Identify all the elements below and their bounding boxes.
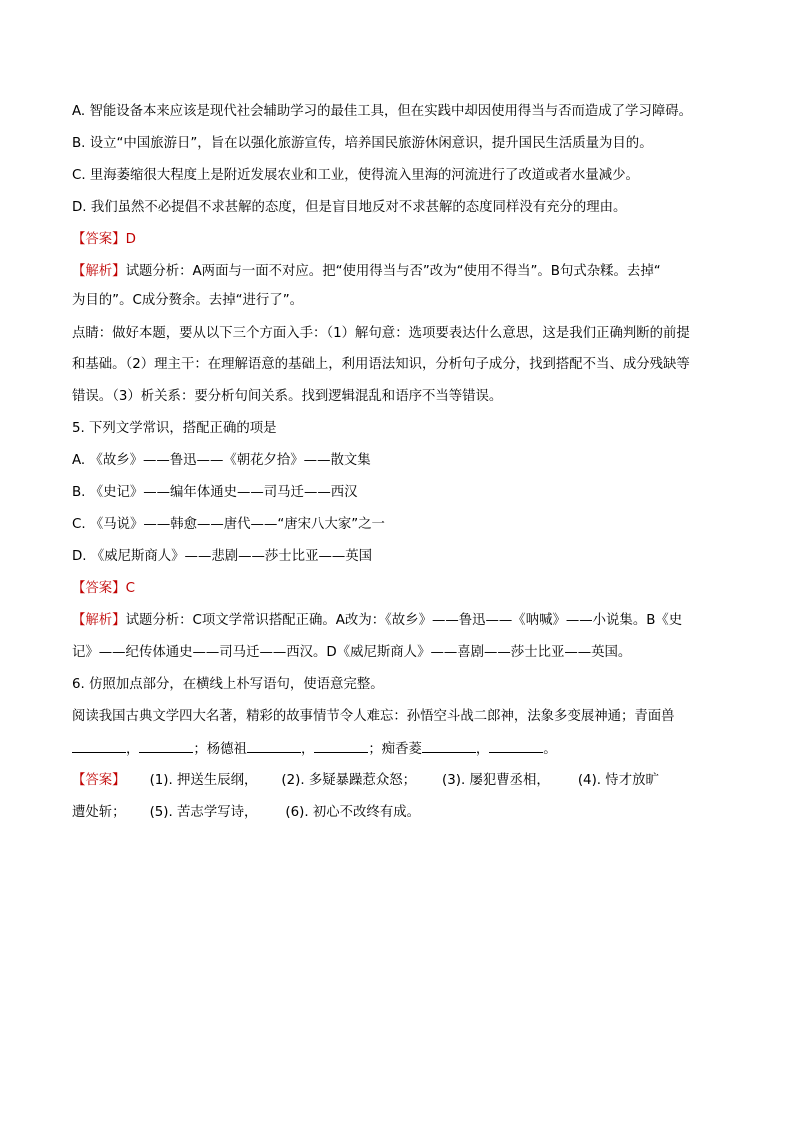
analysis-label: 【解析】 [72,613,126,628]
q4-option-d: D. 我们虽然不必提倡不求甚解的态度，但是盲目地反对不求甚解的态度同样没有充分的理由。 [72,200,627,215]
answer-label: 【答案】 [72,232,126,247]
q4-tip-line-2: 和基础。（2）理主干：在理解语意的基础上，利用语法知识，分析句子成分，找到搭配不当、成分残缺等 [72,357,690,372]
fill-blank-5[interactable] [422,740,476,753]
answer-value: C [125,581,135,596]
q5-analysis-line-1 [72,612,732,630]
q5-answer [72,580,732,598]
q6-answer-1: (1). 押送生辰纲， [149,773,258,788]
q6-answer-3: (3). 屡犯曹丞相， [442,773,550,788]
answer-value: D [125,232,136,247]
q5-stem: 5. 下列文学常识，搭配正确的项是 [72,421,277,436]
answer-label: 【答案】 [72,773,126,788]
q4-analysis-line-1 [72,263,732,281]
punctuation: ， [126,742,140,757]
q5-option-a: A. 《故乡》——鲁迅——《朝花夕拾》——散文集 [72,453,371,468]
fill-blank-2[interactable] [139,740,193,753]
q4-option-c: C. 里海萎缩很大程度上是附近发展农业和工业，使得流入里海的河流进行了改道或者水量减少。 [72,168,639,183]
q5-option-b: B. 《史记》——编年体通史——司马迁——西汉 [72,485,358,500]
fill-blank-4[interactable] [314,740,368,753]
analysis-label: 【解析】 [72,264,126,279]
q6-answer-2: (2). 多疑暴躁惹众怒； [281,773,416,788]
q6-text-line-2 [72,740,732,759]
q4-answer [72,231,732,249]
fill-blank-3[interactable] [247,740,301,753]
answer-label: 【答案】 [72,581,126,596]
punctuation: 。 [543,742,557,757]
q4-option-b: B. 设立“中国旅游日”，旨在以强化旅游宣传，培养国民旅游休闲意识，提升国民生活质量为目的。 [72,136,653,151]
q6-answer-line-2 [72,804,732,822]
analysis-text: 试题分析：A两面与一面不对应。把“使用得当与否”改为“使用不得当”。B句式杂糅。去掉“ [125,264,661,279]
q4-analysis-line-2: 为目的”。C成分赘余。去掉“进行了”。 [72,293,304,308]
punctuation: ， [300,742,315,757]
q6-yang-label: 杨德祖 [206,742,247,757]
q6-chi-label: 痴香菱 [381,742,422,757]
q5-option-d: D. 《威尼斯商人》——悲剧——莎士比亚——英国 [72,549,373,564]
q6-answer-4-cont: 遭处斩； [72,805,126,820]
q6-answer-5: (5). 苦志学写诗， [149,805,258,820]
q4-option-a: A. 智能设备本来应该是现代社会辅助学习的最佳工具，但在实践中却因使用得当与否而造成了学习障碍。 [72,104,693,119]
punctuation: ； [193,742,207,757]
q4-tip-line-3: 错误。（3）析关系：要分析句间关系。找到逻辑混乱和语序不当等错误。 [72,389,503,404]
q6-answer-line-1 [72,772,732,790]
q6-answer-6: (6). 初心不改终有成。 [285,805,420,820]
q4-tip-line-1: 点睛：做好本题，要从以下三个方面入手：（1）解句意：选项要表达什么意思，这是我们正确判断的前提 [72,326,690,341]
q6-stem: 6. 仿照加点部分，在横线上朴写语句，使语意完整。 [72,677,384,692]
punctuation: ， [475,742,490,757]
q6-text-line-1: 阅读我国古典文学四大名著，精彩的故事情节令人难忘：孙悟空斗战二郎神，法象多变展神通；青面兽 [72,709,675,724]
fill-blank-1[interactable] [72,740,126,753]
fill-blank-6[interactable] [489,740,543,753]
q5-analysis-line-2: 记》——纪传体通史——司马迁——西汉。D《威尼斯商人》——喜剧——莎士比亚——英国。 [72,645,632,660]
q6-answer-4: (4). 恃才放旷 [577,773,659,788]
q5-option-c: C. 《马说》——韩愈——唐代——“唐宋八大家”之一 [72,517,385,532]
analysis-text: 试题分析：C项文学常识搭配正确。A改为：《故乡》——鲁迅——《呐喊》——小说集。B《史 [125,613,683,628]
punctuation: ； [368,742,382,757]
